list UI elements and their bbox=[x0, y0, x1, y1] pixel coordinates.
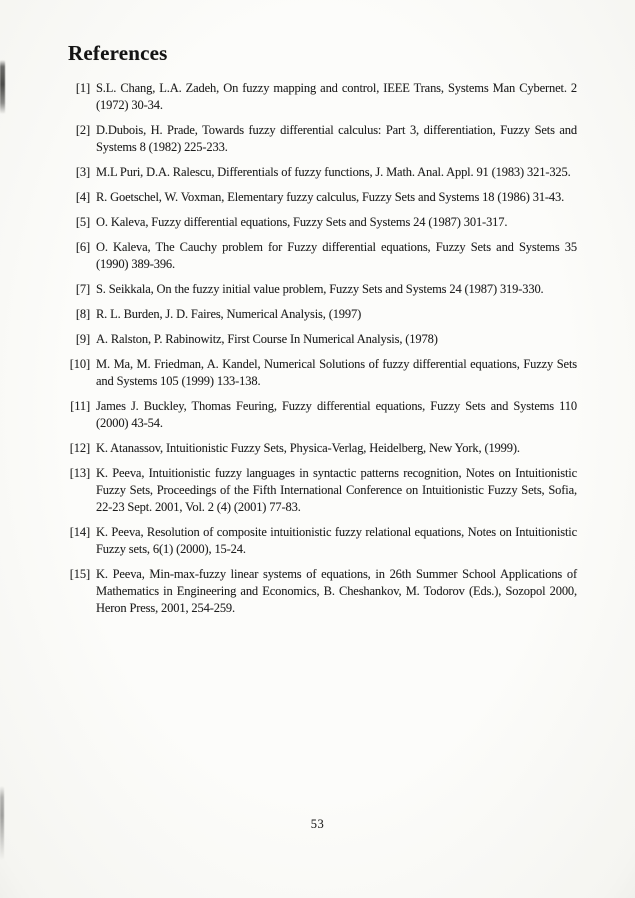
reference-label: [8] bbox=[75, 307, 90, 321]
section-heading: References bbox=[68, 41, 168, 65]
reference-text: K. Atanassov, Intuitionistic Fuzzy Sets, Physica-Verlag, Heidelberg, New York, (1999). bbox=[96, 441, 520, 455]
reference-item bbox=[0, 80, 635, 114]
reference-label: [12] bbox=[69, 441, 90, 455]
reference-item bbox=[0, 524, 635, 558]
reference-label: [3] bbox=[75, 165, 90, 179]
reference-label: [15] bbox=[69, 567, 90, 581]
reference-label: [2] bbox=[75, 123, 90, 137]
page-number: 53 bbox=[310, 817, 325, 831]
reference-text: R. L. Burden, J. D. Faires, Numerical Analysis, (1997) bbox=[96, 307, 362, 321]
reference-list bbox=[0, 80, 635, 625]
reference-item bbox=[0, 440, 635, 457]
reference-item bbox=[0, 306, 635, 323]
reference-label: [10] bbox=[69, 357, 90, 371]
reference-label: [1] bbox=[75, 81, 90, 95]
reference-item bbox=[0, 239, 635, 273]
reference-label: [9] bbox=[75, 332, 90, 346]
reference-item bbox=[0, 398, 635, 432]
reference-item bbox=[0, 189, 635, 206]
reference-label: [13] bbox=[69, 466, 90, 480]
reference-label: [14] bbox=[69, 525, 90, 539]
reference-text: James J. Buckley, Thomas Feuring, Fuzzy differential equations, Fuzzy Sets and Systems 110 (2000) 43-54. bbox=[96, 399, 577, 430]
reference-label: [7] bbox=[75, 282, 90, 296]
reference-text: K. Peeva, Resolution of composite intuitionistic fuzzy relational equations, Notes on Intuitionistic Fuzzy sets, 6(1) (2000), 15-24. bbox=[96, 525, 577, 556]
reference-text: K. Peeva, Intuitionistic fuzzy languages in syntactic patterns recognition, Notes on Intuitionistic Fuzzy Sets, Proceedings of the Fifth International Conference on Intuitionistic Fuzzy Sets, Sofia, 22-23 Sept. 2001, Vol. 2 (4) (2001) 77-83. bbox=[96, 466, 577, 514]
reference-text: A. Ralston, P. Rabinowitz, First Course In Numerical Analysis, (1978) bbox=[96, 332, 438, 346]
reference-item bbox=[0, 122, 635, 156]
reference-item bbox=[0, 281, 635, 298]
reference-item bbox=[0, 566, 635, 617]
reference-text: R. Goetschel, W. Voxman, Elementary fuzzy calculus, Fuzzy Sets and Systems 18 (1986) 31-43. bbox=[96, 190, 565, 204]
reference-label: [6] bbox=[75, 240, 90, 254]
reference-label: [5] bbox=[75, 215, 90, 229]
reference-item bbox=[0, 465, 635, 516]
reference-text: O. Kaleva, Fuzzy differential equations, Fuzzy Sets and Systems 24 (1987) 301-317. bbox=[96, 215, 508, 229]
reference-item bbox=[0, 356, 635, 390]
reference-text: O. Kaleva, The Cauchy problem for Fuzzy differential equations, Fuzzy Sets and Systems 35 (1990) 389-396. bbox=[96, 240, 577, 271]
reference-item bbox=[0, 331, 635, 348]
reference-text: S.L. Chang, L.A. Zadeh, On fuzzy mapping and control, IEEE Trans, Systems Man Cybernet. 2 (1972) 30-34. bbox=[96, 81, 577, 112]
reference-label: [11] bbox=[70, 399, 90, 413]
reference-item bbox=[0, 164, 635, 181]
reference-item bbox=[0, 214, 635, 231]
reference-text: M.L Puri, D.A. Ralescu, Differentials of fuzzy functions, J. Math. Anal. Appl. 91 (1983) 321-325. bbox=[96, 165, 571, 179]
reference-text: K. Peeva, Min-max-fuzzy linear systems of equations, in 26th Summer School Applications of Mathematics in Engineering and Economics, B. Cheshankov, M. Todorov (Eds.), Sozopol 2000, Heron Press, 2001, 254-259. bbox=[96, 567, 577, 615]
reference-text: M. Ma, M. Friedman, A. Kandel, Numerical Solutions of fuzzy differential equations, Fuzzy Sets and Systems 105 (1999) 133-138. bbox=[96, 357, 577, 388]
reference-text: D.Dubois, H. Prade, Towards fuzzy differential calculus: Part 3, differentiation, Fuzzy Sets and Systems 8 (1982) 225-233. bbox=[96, 123, 577, 154]
reference-label: [4] bbox=[75, 190, 90, 204]
reference-text: S. Seikkala, On the fuzzy initial value problem, Fuzzy Sets and Systems 24 (1987) 319-330. bbox=[96, 282, 544, 296]
